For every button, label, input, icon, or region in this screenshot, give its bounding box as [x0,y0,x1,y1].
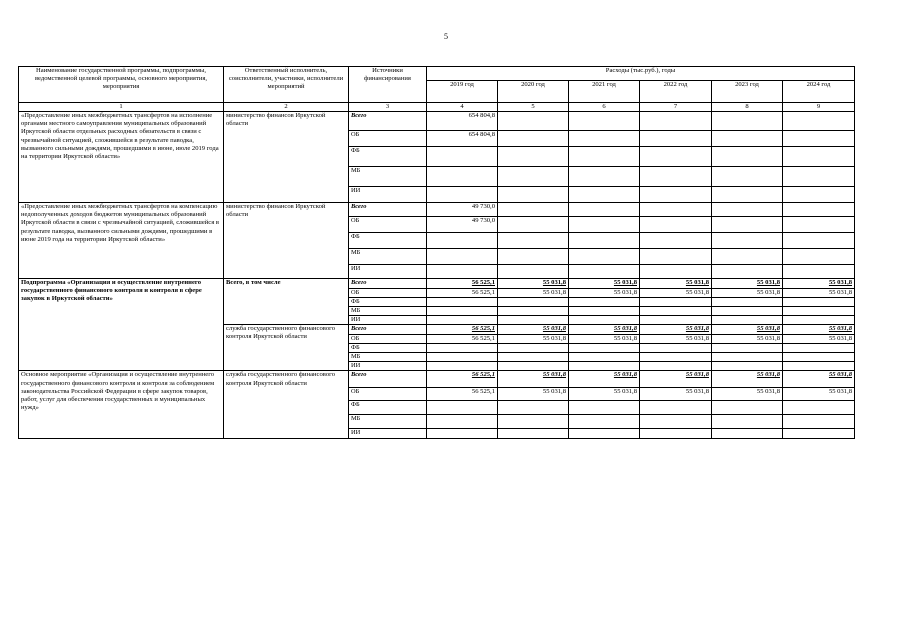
value-cell [498,249,569,265]
value-cell: 55 031,8 [569,279,640,289]
value-cell: 56 525,1 [427,325,498,335]
executor: министерство финансов Иркутской области [224,112,349,203]
value-cell [783,344,855,353]
page-number: 5 [444,32,448,41]
column-number: 2 [224,103,349,112]
column-number: 1 [19,103,224,112]
table-row [19,371,855,388]
source-label: МБ [349,249,427,265]
source-label: ОБ [349,289,427,298]
source-label: ФБ [349,233,427,249]
source-label: ИИ [349,362,427,371]
item-name: Основное мероприятие «Организация и осуществление внутреннего государственного финансового контроля и контроля за соблюдением законодательства Российской Федерации в сфере закупок товаров, работ, услуг для обеспечения государственных и муниципальных нужд» [19,371,224,439]
value-cell [569,353,640,362]
source-label: ФБ [349,298,427,307]
value-cell [712,362,783,371]
value-cell [498,401,569,415]
value-cell [569,298,640,307]
value-cell [498,187,569,203]
value-cell [712,429,783,439]
value-cell [783,147,855,167]
value-cell [640,307,712,316]
value-cell [427,362,498,371]
value-cell [712,131,783,147]
column-number: 7 [640,103,712,112]
value-cell [569,233,640,249]
value-cell [783,249,855,265]
value-cell: 55 031,8 [783,289,855,298]
source-label: Всего [349,112,427,131]
value-cell [569,187,640,203]
value-cell [712,307,783,316]
value-cell [640,344,712,353]
value-cell [427,415,498,429]
value-cell: 56 525,1 [427,371,498,388]
value-cell [569,307,640,316]
value-cell [427,265,498,279]
value-cell [427,344,498,353]
value-cell: 55 031,8 [712,289,783,298]
value-cell [712,187,783,203]
column-number: 3 [349,103,427,112]
value-cell: 55 031,8 [498,335,569,344]
value-cell [712,249,783,265]
value-cell [498,233,569,249]
value-cell [783,401,855,415]
table-row [19,203,855,217]
source-label: МБ [349,307,427,316]
value-cell: 55 031,8 [498,371,569,388]
value-cell [569,265,640,279]
value-cell [640,147,712,167]
budget-table [18,66,855,439]
value-cell: 55 031,8 [783,371,855,388]
value-cell: 55 031,8 [498,289,569,298]
value-cell: 55 031,8 [783,335,855,344]
value-cell [712,353,783,362]
value-cell [712,167,783,187]
value-cell [783,265,855,279]
value-cell: 55 031,8 [640,325,712,335]
value-cell [569,167,640,187]
value-cell: 55 031,8 [640,371,712,388]
table-row [19,279,855,289]
value-cell [783,298,855,307]
value-cell [783,203,855,217]
source-label: МБ [349,353,427,362]
header-executor: Ответственный исполнитель, соисполнители, участники, исполнители мероприятий [224,67,349,103]
value-cell: 55 031,8 [783,325,855,335]
value-cell: 55 031,8 [712,335,783,344]
value-cell [427,147,498,167]
source-label: ИИ [349,265,427,279]
value-cell [640,316,712,325]
value-cell: 56 525,1 [427,388,498,401]
value-cell [427,353,498,362]
value-cell [427,307,498,316]
executor: служба государственного финансового контроля Иркутской области [224,325,349,371]
value-cell [427,429,498,439]
value-cell [640,401,712,415]
value-cell [569,401,640,415]
column-number: 8 [712,103,783,112]
value-cell [640,187,712,203]
executor: служба государственного финансового контроля Иркутской области [224,371,349,439]
value-cell: 55 031,8 [569,371,640,388]
value-cell [569,249,640,265]
header-year: 2019 год [427,81,498,103]
value-cell [640,217,712,233]
value-cell [640,362,712,371]
value-cell [640,167,712,187]
source-label: ОБ [349,388,427,401]
source-label: МБ [349,415,427,429]
value-cell: 49 730,0 [427,217,498,233]
value-cell [783,217,855,233]
value-cell [783,131,855,147]
value-cell [783,353,855,362]
value-cell: 55 031,8 [712,388,783,401]
header-year: 2023 год [712,81,783,103]
value-cell [569,344,640,353]
source-label: Всего [349,203,427,217]
source-label: ИИ [349,429,427,439]
value-cell [712,147,783,167]
value-cell: 55 031,8 [712,279,783,289]
value-cell [498,203,569,217]
value-cell: 55 031,8 [640,335,712,344]
value-cell [712,316,783,325]
header-year: 2024 год [783,81,855,103]
value-cell [640,353,712,362]
source-label: ИИ [349,187,427,203]
value-cell: 49 730,0 [427,203,498,217]
column-number: 5 [498,103,569,112]
value-cell [569,112,640,131]
value-cell: 55 031,8 [640,388,712,401]
value-cell [640,415,712,429]
value-cell: 55 031,8 [712,371,783,388]
value-cell [427,298,498,307]
value-cell [498,131,569,147]
column-number: 4 [427,103,498,112]
value-cell [498,167,569,187]
value-cell [498,362,569,371]
value-cell [569,429,640,439]
source-label: ИИ [349,316,427,325]
value-cell [569,147,640,167]
value-cell [569,131,640,147]
value-cell: 55 031,8 [498,279,569,289]
value-cell: 56 525,1 [427,335,498,344]
source-label: МБ [349,167,427,187]
executor: Всего, в том числе [224,279,349,325]
value-cell [569,415,640,429]
value-cell [712,298,783,307]
value-cell [783,316,855,325]
value-cell: 55 031,8 [569,289,640,298]
value-cell [498,112,569,131]
value-cell [498,298,569,307]
value-cell [427,167,498,187]
value-cell [640,249,712,265]
value-cell: 55 031,8 [569,325,640,335]
value-cell: 56 525,1 [427,279,498,289]
value-cell [498,353,569,362]
source-label: ОБ [349,217,427,233]
value-cell [712,203,783,217]
source-label: Всего [349,325,427,335]
value-cell [498,265,569,279]
source-label: Всего [349,279,427,289]
value-cell: 55 031,8 [498,388,569,401]
value-cell [640,112,712,131]
value-cell: 654 804,8 [427,112,498,131]
table-row [19,112,855,131]
item-name: «Предоставление иных межбюджетных трансфертов на компенсацию недополученных доходов бюджетов муниципальных образований Иркутской области в связи с чрезвычайной ситуацией, сложившейся в результате паводка, вызванного сильными дождями, прошедшими в июне 2019 года на территории Иркутской области» [19,203,224,279]
header-year: 2020 год [498,81,569,103]
column-number: 6 [569,103,640,112]
value-cell [640,265,712,279]
executor: министерство финансов Иркутской области [224,203,349,279]
value-cell: 55 031,8 [569,388,640,401]
value-cell [498,307,569,316]
source-label: ОБ [349,131,427,147]
item-name: «Предоставление иных межбюджетных трансфертов на исполнение органами местного самоуправления муниципальных образований Иркутской области отдельных расходных обязательств в связи с чрезвычайной ситуацией, сложившейся в результате паводка, вызванного сильными дождями, прошедшими в июне, июле 2019 года на территории Иркутской области» [19,112,224,203]
value-cell [498,344,569,353]
value-cell: 55 031,8 [712,325,783,335]
value-cell: 55 031,8 [640,289,712,298]
source-label: ФБ [349,147,427,167]
value-cell [783,429,855,439]
value-cell [783,167,855,187]
value-cell [427,233,498,249]
value-cell [712,401,783,415]
value-cell [498,415,569,429]
value-cell [498,429,569,439]
value-cell [427,187,498,203]
value-cell: 55 031,8 [783,279,855,289]
value-cell: 55 031,8 [569,335,640,344]
value-cell [783,415,855,429]
source-label: ОБ [349,335,427,344]
value-cell: 654 804,8 [427,131,498,147]
value-cell [712,112,783,131]
value-cell [640,233,712,249]
value-cell [569,217,640,233]
value-cell [427,316,498,325]
header-year: 2022 год [640,81,712,103]
value-cell [712,344,783,353]
value-cell: 55 031,8 [498,325,569,335]
value-cell [783,187,855,203]
value-cell [783,307,855,316]
value-cell [640,298,712,307]
header-source: Источники финансирования [349,67,427,103]
value-cell [783,233,855,249]
value-cell [427,401,498,415]
value-cell [640,131,712,147]
value-cell [498,147,569,167]
header-year: 2021 год [569,81,640,103]
value-cell [712,265,783,279]
value-cell [569,362,640,371]
value-cell: 55 031,8 [640,279,712,289]
source-label: ФБ [349,344,427,353]
value-cell [640,429,712,439]
source-label: Всего [349,371,427,388]
header-expenses: Расходы (тыс.руб.), годы [427,67,855,81]
value-cell [569,203,640,217]
value-cell [712,233,783,249]
value-cell [640,203,712,217]
value-cell [712,415,783,429]
value-cell [427,249,498,265]
item-name: Подпрограмма «Организация и осуществление внутреннего государственного финансового контроля и контроля в сфере закупок в Иркутской области» [19,279,224,371]
value-cell [498,217,569,233]
value-cell [783,112,855,131]
source-label: ФБ [349,401,427,415]
value-cell [498,316,569,325]
column-number: 9 [783,103,855,112]
value-cell [712,217,783,233]
value-cell [783,362,855,371]
value-cell [569,316,640,325]
header-name: Наименование государственной программы, подпрограммы, ведомственной целевой программы, основного мероприятия, мероприятия [19,67,224,103]
value-cell: 55 031,8 [783,388,855,401]
value-cell: 56 525,1 [427,289,498,298]
